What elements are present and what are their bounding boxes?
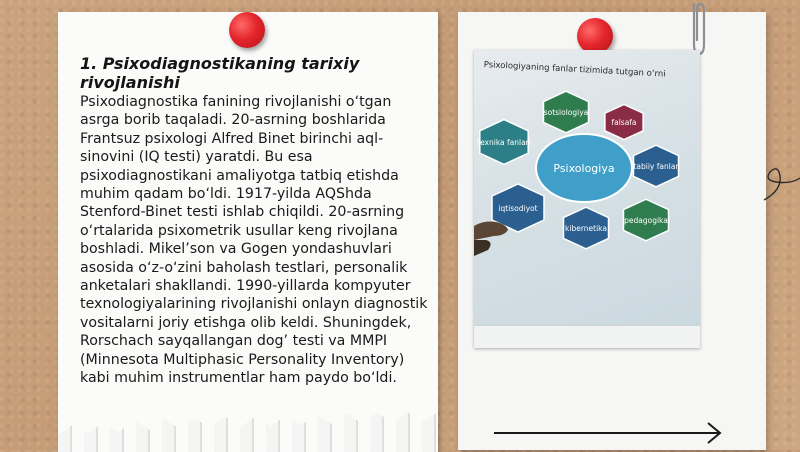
diagram-node-label: sotsiologiya — [543, 108, 589, 117]
paper-torn-edge — [58, 412, 438, 452]
pointing-hand-icon — [474, 222, 508, 257]
photo-diagram-title: Psixologiyaning fanlar tizimida tutgan o‘rni — [483, 60, 666, 80]
photo-psychology-diagram — [474, 50, 700, 348]
diagram-node-label: texnika fanlari — [477, 138, 531, 147]
screen-taskbar — [474, 325, 700, 348]
doodle-loop-icon — [762, 150, 800, 210]
psychology-diagram — [474, 50, 700, 348]
diagram-center-label: Psixologiya — [553, 162, 615, 175]
diagram-node-label: iqtisodiyot — [498, 204, 538, 213]
arrow-right-icon — [494, 418, 726, 448]
slide-title: 1. Psixodiagnostikaning tarixiy rivojlanishi — [80, 54, 360, 92]
diagram-node-label: tabiiy fanlar — [633, 162, 679, 171]
push-pin-icon — [229, 12, 265, 48]
slide-body-text: Psixodiagnostika fanining rivojlanishi o‘tgan asrga borib taqaladi. 20-asrning boshlarida Frantsuz psixologi Alfred Binet birinchi aql-sinovini (IQ testi) yaratdi. Bu esa psixodiagnostikani amaliyotga tatbiq etishda muhim qadam bo‘ldi. 1917-yilda AQShda Stenford-Binet testi ishlab chiqildi. 20-asrning o‘rtalarida psixometrik usullar keng rivojlana boshladi. Mikel’son va Gogen yondashuvlari asosida o‘z-o‘zini baholash testlari, personalik anketalari shakllandi. 1990-yillarda kompyuter texnologiyalarining rivojlanishi onlayn diagnostik vositalarni joriy etishga olib keldi. Shuningdek, Rorschach sayqallangan dog’ testi va MMPI (Minnesota Multiphasic Personality Inventory) kabi muhim instrumentlar ham paydo bo‘ldi. — [80, 94, 428, 387]
diagram-node-label: pedagogika — [624, 216, 668, 225]
push-pin-icon — [577, 18, 613, 54]
diagram-node-label: kibernetika — [565, 224, 607, 233]
diagram-node-label: falsafa — [611, 118, 637, 127]
